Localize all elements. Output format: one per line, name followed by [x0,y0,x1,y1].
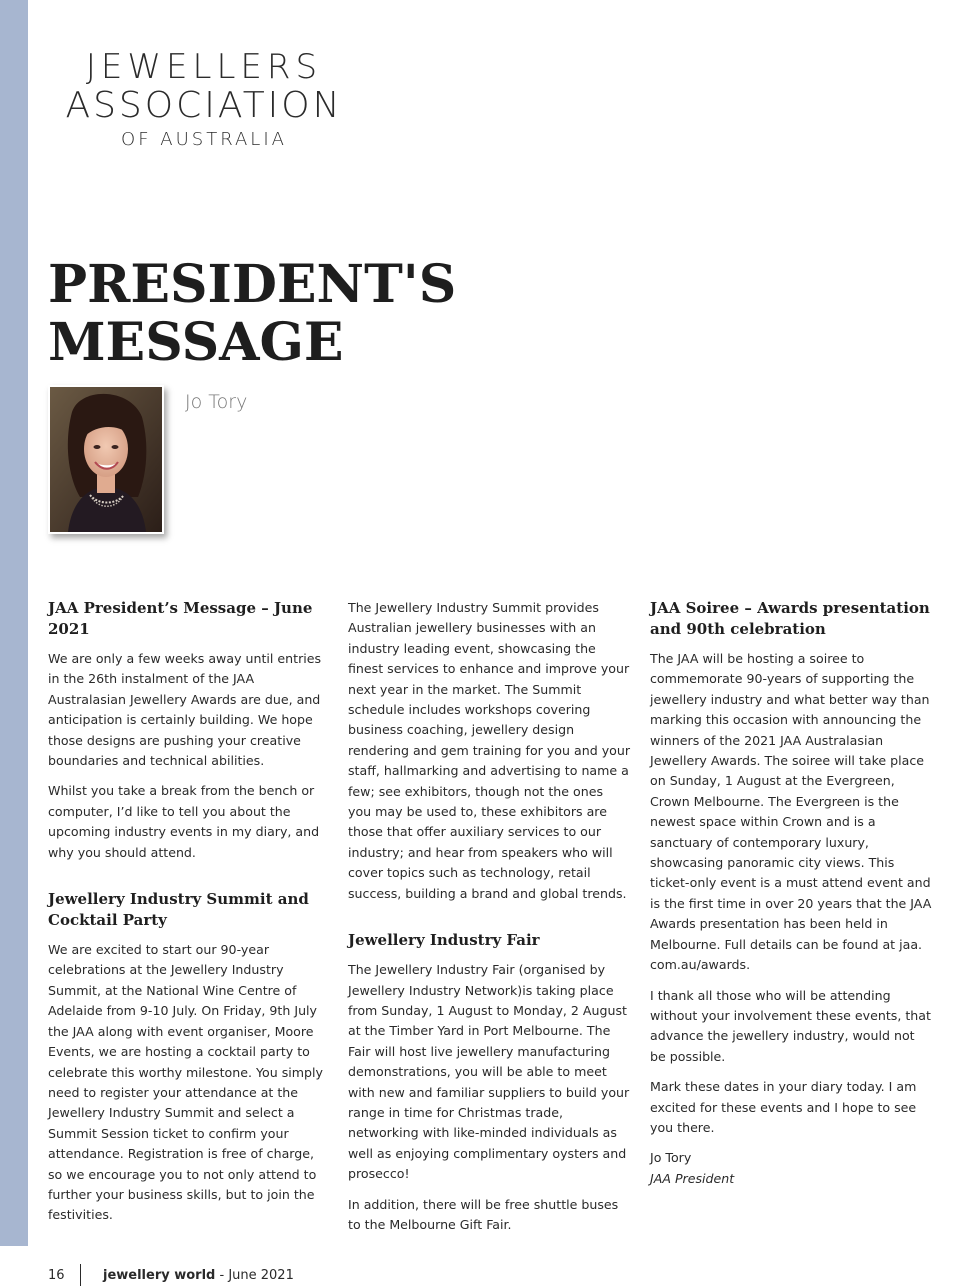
portrait-image [50,387,162,532]
footer-divider [80,1264,81,1286]
page-title-line-1: PRESIDENT'S [48,254,457,315]
paragraph: In addition, there will be free shuttle buses to the Melbourne Gift Fair. [348,1196,619,1232]
paragraph: The Jewellery Industry Fair (organised by Jewellery Industry Network)is taking place from Sunday, 1 August to Monday, 2 August at the Timber Yard in Port Melbourne. The Fair will host live jewellery manufacturing demonstrations, you will be able to meet with new and familiar suppliers to build your range in time for Christmas trade, networking with like-minded individuals as well as enjoying complimentary oysters and prosecco! [348,962,630,1182]
paragraph: The Jewellery Industry Summit provides Australian jewellery businesses with an industry leading event, showcasing the finest services to enhance and improve your next year in the market. The Summit schedule includes workshops covering business coaching, jewellery design rendering and gem training for you and your staff, hallmarking and advertising to name a few; see exhibitors, though not the ones you may be used to, these exhibitors are those that offer auxiliary services to our industry; and hear from speakers who will cover topics such as technology, retail success, building a brand and global trends. [348,600,631,901]
author-photo [48,385,164,534]
logo-line-2: ASSOCIATION [65,85,343,126]
column-3 [650,598,932,1199]
heading-presidents-message: JAA President’s Message – June 2021 [48,599,313,638]
jaa-logo [48,48,360,152]
side-accent-bar [0,0,28,1246]
paragraph: We are excited to start our 90-year celebrations at the Jewellery Industry Summit, at the National Wine Centre of Adelaide from 9-10 July. On Friday, 9th July the JAA along with event organiser, Moore Events, we are hosting a cocktail party to celebrate this worthy milestone. You simply need to register your attendance at the Jewellery Industry Summit and select a Summit Session ticket to confirm your attendance. Registration is free of charge, so we encourage you to not only attend to further your business skills, but to join the festivities. [48,942,323,1223]
page-title [48,256,548,372]
heading-summit: Jewellery Industry Summit and Cocktail Party [48,890,309,930]
paragraph: I thank all those who will be attending without your involvement these events, that advance the jewellery industry, would not be possible. [650,987,931,1064]
paragraph: We are only a few weeks away until entries in the 26th instalment of the JAA Australasian Jewellery Awards are due, and anticipation is certainly building. We hope those designs are pushing your creative boundaries and technical abilities. [48,651,322,769]
page-number: 16 [48,1267,65,1283]
column-1 [48,598,330,1236]
logo-line-3: OF AUSTRALIA [121,129,287,150]
paragraph: The JAA will be hosting a soiree to commemorate 90-years of supporting the jewellery industry and what better way than marking this occasion with announcing the winners of the 2021 JAA Australasian Jewellery Awards. The soiree will take place on Sunday, 1 August at the Evergreen, Crown Melbourne. The Evergreen is the newest space within Crown and is a sanctuary of contemporary luxury, showcasing panoramic city views. This ticket-only event is a must attend event and is the first time in over 20 years that the JAA Awards presentation has been held in Melbourne. Full details can be found at jaa. com.au/awards. [650,651,932,973]
signature [650,1148,932,1189]
author-name: Jo Tory [185,391,248,413]
signature-name: Jo Tory [650,1150,692,1166]
paragraph: Mark these dates in your diary today. I am excited for these events and I hope to see you there. [650,1079,917,1135]
page-title-line-2: MESSAGE [48,312,344,373]
logo-line-1: JEWELLERS [85,47,323,87]
paragraph: Whilst you take a break from the bench or computer, I’d like to tell you about the upcoming industry events in my diary, and why you should attend. [48,783,320,860]
page-footer [48,1264,294,1286]
heading-soiree: JAA Soiree – Awards presentation and 90th celebration [650,599,930,638]
signature-title: JAA President [650,1170,735,1186]
issue-date: - June 2021 [215,1267,294,1283]
heading-industry-fair: Jewellery Industry Fair [348,931,540,950]
column-2 [348,598,630,1245]
publication-name: jewellery world [103,1267,216,1283]
